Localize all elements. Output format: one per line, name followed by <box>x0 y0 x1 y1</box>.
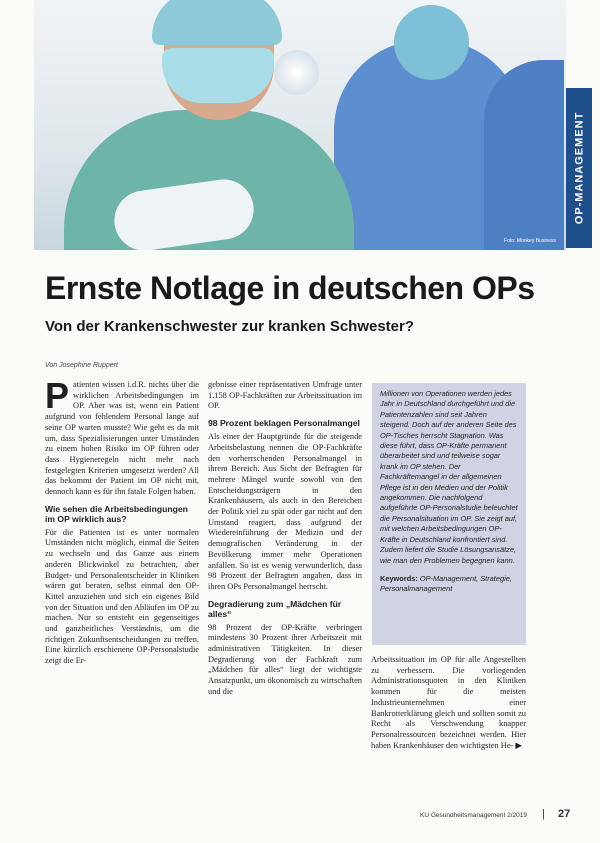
intro-text: atienten wissen i.d.R. nichts über die wirklichen Arbeitsbedingungen im OP. Aber was ist, wenn ein Patient aufgrund von fehlendem Personal lange auf seine OP warten musste? Wie geht es da mit um, dass Spezialisierungen unter Umständen zu einem hohen Risiko im OP führen oder dass Hygieneregeln nicht mehr nach festgelegten Kriterien umgesetzt werden? All das bekommt der Patient im OP nicht mit, dennoch kann es für ihn fatale Folgen haben. <box>45 380 199 497</box>
keywords-list: OP-Management, Strategie, Personalmanagement <box>380 573 512 594</box>
header-photo <box>34 0 566 250</box>
section-heading: Wie sehen die Arbeitsbedingungen im OP wirklich aus? <box>45 503 188 524</box>
column-3 <box>371 655 526 751</box>
keywords <box>380 574 518 595</box>
photo-nurse-mask <box>162 48 274 103</box>
section-heading: Degradierung zum „Mädchen für alles“ <box>208 598 342 619</box>
section-tab <box>566 88 592 248</box>
body-paragraph: Als einer der Hauptgründe für die steigende Arbeitsbelastung nennen die OP-Fachkräfte den vorherrschenden Personalmangel in ihrem Bereich. Aus Sicht der Befragten für mehrere Mängel wurde sowohl von den Entscheidungsträgern in den Krankenhäusern, als auch in den Bereichen der Politik viel zu spät oder gar nicht auf den Umstand reagiert, dass aufgrund der Wiedereinführung der Medizin und der demografischen Veränderung in der Bevölkerung immer mehr Operationen anfallen. So ist es wenig verwunderlich, dass 98 Prozent der Befragten angaben, dass in ihren OPs Personalmangel herrscht. <box>208 432 362 591</box>
photo-surgeon-head <box>394 5 469 80</box>
body-paragraph: Arbeitssituation im OP für alle Angestellten zu verbessern. Die vorliegenden Administrationsquoten in den Kliniken kommen für die meisten Industrieunternehmen einer Bankrotterklärung gleich und sollten somit zu Recht als Verschwendung knapper Personalressourcen bezeichnet werden. Hier haben Krankenhäuser den wichtigsten He- ▶ <box>371 655 526 750</box>
page-number: 27 <box>558 808 571 820</box>
body-paragraph: Für die Patienten ist es unter normalen Umständen nicht möglich, einmal die Seiten zu wechseln und das Ganze aus einem anderen Blickwinkel zu betrachten, aber Budget- und Personalentscheider in Kliniken wären gut beraten, selbst einmal den OP-Kittel anzuziehen und sich ein eigenes Bild von der Situation und den Abläufen im OP zu machen. Nur so entsteht ein gegenseitiges und ganzheitliches Verständnis, um die richtigen Zukunftsentscheidungen zu treffen. Eine kürzlich erschienene OP-Personalstudie zeigt die Er- <box>45 527 199 666</box>
article-subtitle: Von der Krankenschwester zur kranken Schwester? <box>45 318 415 335</box>
photo-nurse-cap <box>152 0 282 45</box>
intro-paragraph <box>45 375 199 498</box>
article-title: Ernste Notlage in deutschen OPs <box>45 270 535 306</box>
footer-separator: | <box>542 808 545 820</box>
keywords-label: Keywords: <box>380 573 418 583</box>
column-1 <box>45 375 199 667</box>
abstract-box <box>372 383 526 645</box>
photo-surgeon-second <box>484 60 564 250</box>
column-2 <box>208 380 362 698</box>
section-label: OP-MANAGEMENT <box>573 111 586 225</box>
dropcap: P <box>45 375 70 416</box>
body-paragraph: gebnisse einer repräsentativen Umfrage unter 1.158 OP-Fachkräften zur Arbeitssituation im OP. <box>208 380 362 411</box>
abstract-text: Millionen von Operationen werden jedes Jahr in Deutschland durchgeführt und die Patientenzahlen sind seit Jahren steigend. Doch auf der anderen Seite des OP-Tisches herrscht Stagnation. Was diese führt, dass OP-Kräfte permanent überarbeitet sind und teilweise sogar krank im OP stehen. Der Fachkräftemangel in der allgemeinen Pflege ist in den Medien und der Politik angekommen. Die nachfolgend aufgeführte OP-Personalstudie beleuchtet die Personalsituation im OP. Sie zeigt auf, mit welchen Arbeitsbedingungen OP-Kräfte in Deutschland konfrontiert sind. Zudem liefert die Studie Lösungsansätze, wie man den Problemen begegnen kann. <box>380 389 518 565</box>
article-author: Von Josephine Ruppert <box>45 362 118 369</box>
body-paragraph: 98 Prozent der OP-Kräfte verbringen mindestens 30 Prozent ihrer Arbeitszeit mit administrativen Tätigkeiten. In dieser Degradierung von der Fachkraft zum „Mädchen für alles“ liegt der wichtigste Ansatzpunkt, um ökonomisch zu wirtschaften und die <box>208 622 362 696</box>
journal-footer: KU Gesundheitsmanagement 2/2019 <box>420 812 527 819</box>
photo-lamp <box>274 50 319 95</box>
section-heading: 98 Prozent beklagen Personalmangel <box>208 418 360 429</box>
photo-credit: Foto: Monkey Business <box>504 238 556 244</box>
